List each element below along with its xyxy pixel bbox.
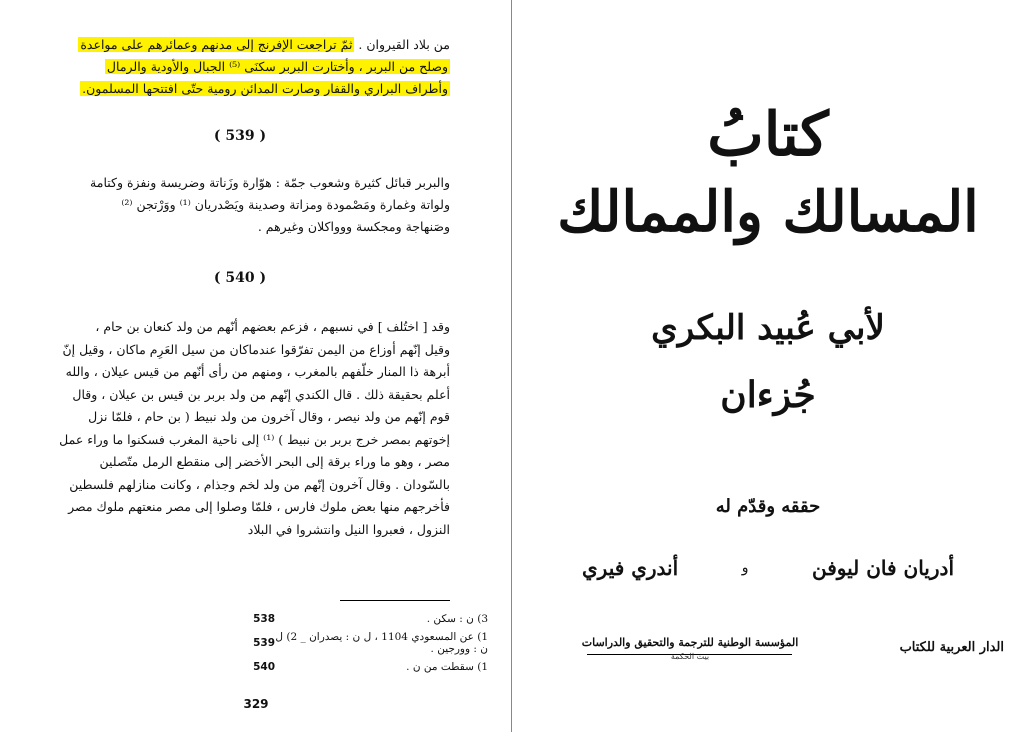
intro-line-1-plain: من بلاد القيروان . bbox=[358, 37, 450, 52]
footnote-number: 539 bbox=[253, 637, 275, 649]
edited-by-line: حققه وقدّم له bbox=[715, 496, 821, 517]
footnote-row bbox=[235, 607, 500, 631]
intro-line-1 bbox=[30, 34, 450, 56]
p540-line: مصر ، وهو ما وراء برقة إلى البحر الأخضر إلى منقطع الرمل متّصلين bbox=[99, 454, 450, 469]
p539-line: وصَنهاجة ومجكسة ووواكلان وغيرهم . bbox=[257, 219, 450, 234]
book-title: المسالك والممالك bbox=[557, 179, 979, 245]
footnote-text: 3) ن : سكن . bbox=[426, 613, 488, 625]
paragraph-540 bbox=[30, 316, 450, 541]
page-number: 329 bbox=[243, 697, 269, 711]
footnote-number: 538 bbox=[253, 613, 275, 625]
intro-line-2-highlight: وصلح من البربر ، وأختارت البربر سكنَى ⁽⁵⁾ الجبال والأودية والرمال bbox=[106, 59, 448, 74]
publisher-national-foundation: المؤسسة الوطنية للترجمة والتحقيق والدراسات bbox=[581, 636, 799, 649]
footnote-text: 1) سقطت من ن . bbox=[406, 661, 488, 673]
p540-line: فأخرجهم منها بعض ملوك فارس ، فلمّا وصلوا إلى مصر منعتهم ملوك مصر bbox=[68, 499, 450, 514]
p540-line: وقد [ اختُلف ] في نسبهم ، فزعم بعضهم أنّهم من ولد كنعان بن حام ، bbox=[95, 319, 450, 334]
book-word-heading: كتابُ bbox=[707, 100, 829, 170]
p540-line: بالسّودان . وقال آخرون إنّهم من ولد لخم وجذام ، وكانت منازلهم فلسطين bbox=[69, 476, 450, 492]
editor-conjunction: و bbox=[741, 560, 749, 576]
footnote-row bbox=[235, 655, 500, 679]
section-heading-539: ( 539 ) bbox=[213, 128, 267, 144]
p540-line: النزول ، فعبروا النيل وانتشروا في البلاد bbox=[247, 521, 450, 537]
editor-name: أدريان فان ليوفن bbox=[812, 556, 954, 580]
publisher-subtitle: بيت الحكمة bbox=[670, 652, 710, 661]
editors-line bbox=[582, 556, 954, 580]
footnote-number: 540 bbox=[253, 661, 275, 673]
footnote-divider bbox=[340, 600, 450, 601]
intro-line-3-highlight: وأطراف البراري والقفار وصارت المدائن رومية حتّى افتتحها المسلمون. bbox=[82, 81, 448, 96]
p540-line: أبرهة ذا المنار خلّفهم بالمغرب ، ومنهم من رأى أنّهم من قيس عيلان ، والله bbox=[65, 364, 450, 379]
intro-line-3 bbox=[30, 78, 450, 100]
footnotes bbox=[235, 607, 500, 679]
section-heading-540: ( 540 ) bbox=[213, 270, 267, 286]
intro-line-2 bbox=[30, 56, 450, 78]
p539-line: ولواتة وغمارة ومَصْمودة ومزاتة وصدينة ويَصْدريان ⁽¹⁾ ووَرْتجن ⁽²⁾ bbox=[121, 197, 450, 212]
p540-line: إخوتهم بمصر خرج بربر بن نبيط ) ⁽¹⁾ إلى ناحية المغرب فسكنوا ما وراء عمل bbox=[59, 431, 450, 447]
publisher-dar-arabia: الدار العربية للكتاب bbox=[899, 640, 1004, 655]
paragraph-539 bbox=[30, 172, 450, 238]
p539-line: والبربر قبائل كثيرة وشعوب جمّة : هوّارة وزَناتة وضريسة ونفزة وكتامة bbox=[90, 175, 450, 190]
volume-count: جُزءان bbox=[720, 374, 816, 416]
footnote-row bbox=[235, 631, 500, 655]
editor-name: أندري فيري bbox=[582, 556, 679, 580]
right-page-title bbox=[512, 0, 1024, 732]
intro-paragraph bbox=[30, 34, 450, 100]
p540-line: أعلم بحقيقة ذلك . قال الكندي إنّهم من ولد بربر بن قيس بن عيلان ، وقال bbox=[72, 386, 450, 402]
author-name: لأبي عُبيد البكري bbox=[651, 308, 885, 348]
footnote-text: 1) عن المسعودي 1104 ، ل ن : يصدران _ 2) ل ن : وورجين . bbox=[275, 631, 488, 655]
p540-line: وقيل إنّهم أوزاع من اليمن تفرّقوا عندماكان من سيل العَرِم ماكان ، وقيل إنّ bbox=[62, 341, 450, 357]
p540-line: قوم إنّهم من ولد نيصر ، وقال آخرون من ولد نبيط ( بن حام ، فلمّا نزل bbox=[88, 409, 450, 424]
intro-line-1-highlight: ثمّ تراجعت الإفرنج إلى مدنهم وعمائرهم على مواعدة bbox=[80, 37, 353, 52]
